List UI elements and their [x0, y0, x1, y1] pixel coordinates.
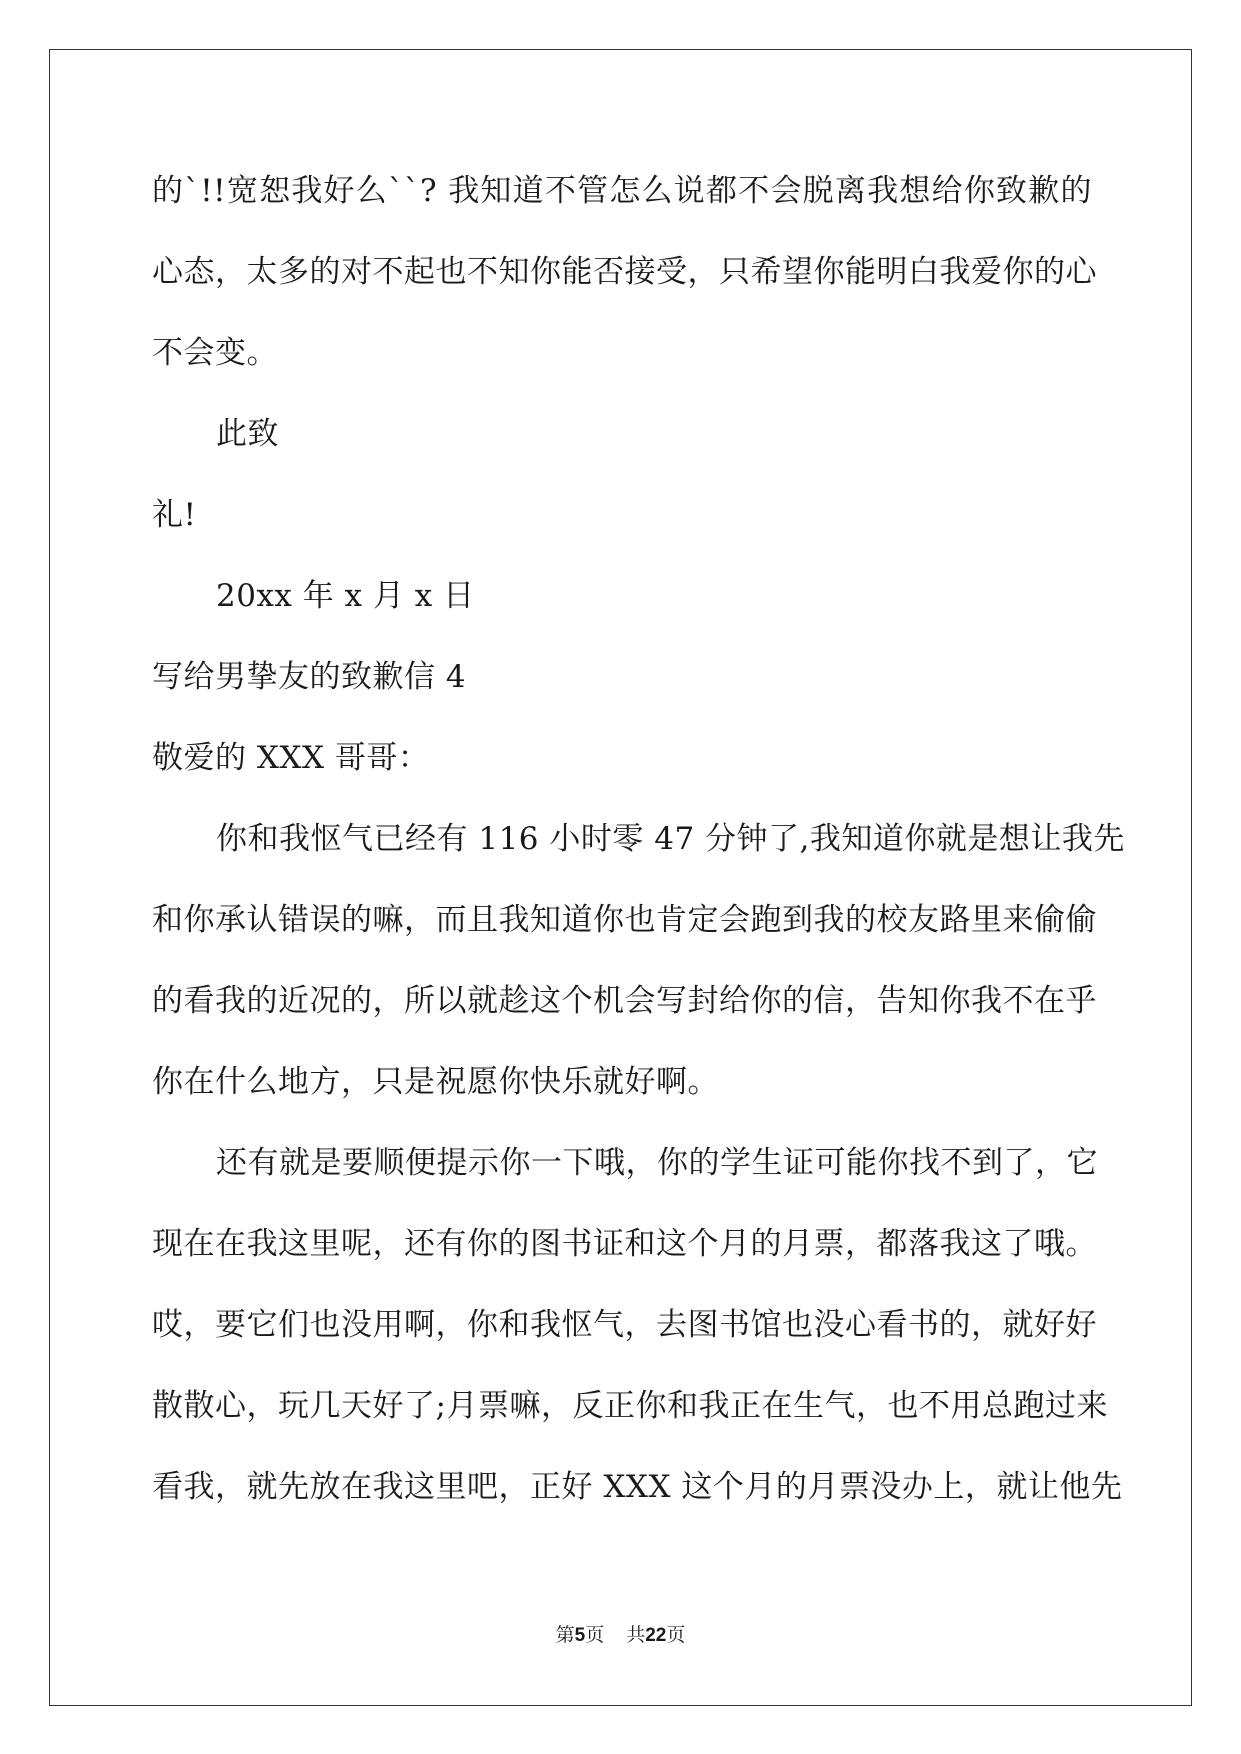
- total-prefix: 共: [626, 1624, 646, 1646]
- page-prefix: 第: [555, 1624, 575, 1646]
- text-line: 心态，太多的对不起也不知你能否接受，只希望你能明白我爱你的心: [152, 254, 1097, 290]
- page-number: 5: [574, 1625, 586, 1646]
- text-line: 散散心，玩几天好了;月票嘛，反正你和我正在生气，也不用总跑过来: [152, 1388, 1108, 1424]
- letter-body: [152, 160, 1125, 1537]
- text-line: 哎，要它们也没用啊，你和我怄气，去图书馆也没心看书的，就好好: [152, 1307, 1097, 1343]
- text-line: 看我，就先放在我这里吧，正好 XXX 这个月的月票没办上，就让他先: [152, 1469, 1123, 1505]
- page-suffix: 页: [585, 1624, 605, 1646]
- text-line: 的看我的近况的，所以就趁这个机会写封给你的信，告知你我不在乎: [152, 983, 1097, 1019]
- letter-greeting: 敬爱的 XXX 哥哥：: [152, 740, 430, 776]
- total-suffix: 页: [666, 1624, 686, 1646]
- page-footer: [0, 1620, 1241, 1647]
- text-line: 你在什么地方，只是祝愿你快乐就好啊。: [152, 1064, 719, 1100]
- section-title: 写给男挚友的致歉信 4: [152, 659, 467, 695]
- text-line: 不会变。: [152, 335, 278, 371]
- closing-regards: 礼!: [152, 497, 197, 533]
- letter-date: 20xx 年 x 月 x 日: [216, 578, 475, 614]
- text-line: 还有就是要顺便提示你一下哦，你的学生证可能你找不到了，它: [216, 1145, 1098, 1181]
- text-line: 你和我怄气已经有 116 小时零 47 分钟了,我知道你就是想让我先: [216, 821, 1125, 857]
- text-line: 现在在我这里呢，还有你的图书证和这个月的月票，都落我这了哦。: [152, 1226, 1097, 1262]
- closing-salutation: 此致: [216, 416, 279, 452]
- total-pages: 22: [645, 1625, 667, 1646]
- text-line: 的`!!宽恕我好么``? 我知道不管怎么说都不会脱离我想给你致歉的: [152, 173, 1092, 209]
- text-line: 和你承认错误的嘛，而且我知道你也肯定会跑到我的校友路里来偷偷: [152, 902, 1097, 938]
